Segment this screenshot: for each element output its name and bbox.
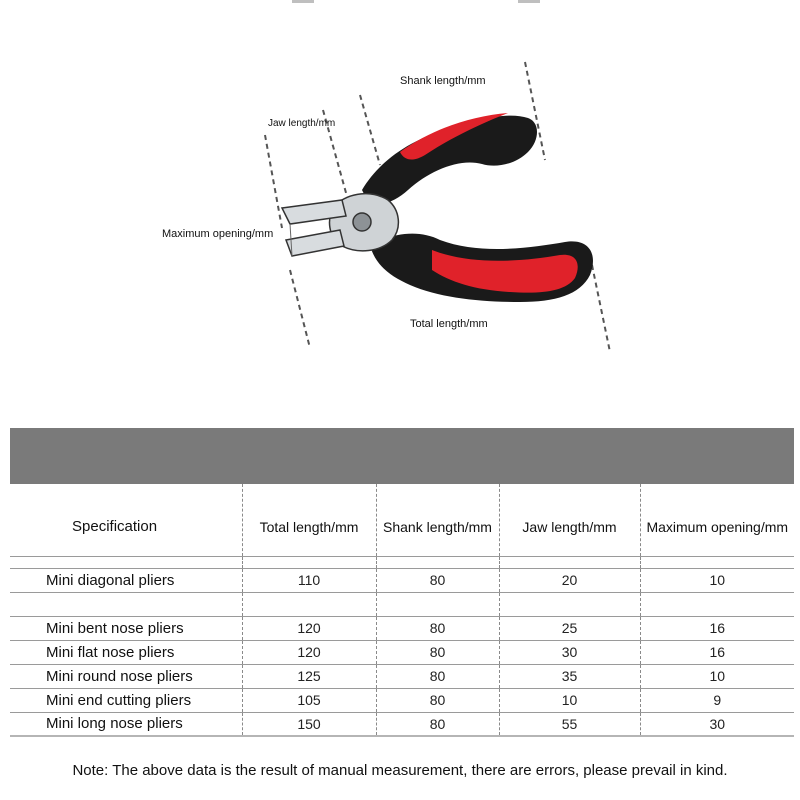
jaw-guide-left [265, 135, 282, 228]
max-opening-label: Maximum opening/mm [162, 228, 274, 240]
row-jaw: 35 [499, 664, 640, 688]
table-row [10, 640, 794, 664]
row-jaw: 55 [499, 712, 640, 736]
row-shank: 80 [376, 616, 499, 640]
row-name: Mini bent nose pliers [10, 616, 242, 640]
top-edge-marks [0, 0, 800, 8]
shank-guide-left [360, 95, 380, 165]
spec-table [10, 484, 794, 737]
pliers-diagram [0, 40, 800, 370]
upper-handle [362, 113, 537, 204]
col-header-specification: Specification [72, 518, 158, 536]
row-total: 110 [242, 568, 376, 592]
row-opening: 10 [640, 568, 794, 592]
row-opening: 30 [640, 712, 794, 736]
col-header-max-opening: Maximum opening/mm [640, 484, 794, 556]
row-opening: 16 [640, 640, 794, 664]
spec-table-wrapper [10, 428, 794, 737]
row-name: Mini diagonal pliers [10, 568, 242, 592]
table-header-row [10, 484, 794, 556]
row-jaw: 20 [499, 568, 640, 592]
pliers-illustration [0, 40, 800, 370]
row-total: 120 [242, 640, 376, 664]
col-header-jaw-length: Jaw length/mm [499, 484, 640, 556]
row-shank: 80 [376, 712, 499, 736]
pliers-head [282, 194, 398, 256]
top-mark-left [292, 0, 314, 3]
top-mark-right [518, 0, 540, 3]
row-opening: 10 [640, 664, 794, 688]
shank-length-label: Shank length/mm [400, 75, 486, 87]
row-jaw: 10 [499, 688, 640, 712]
row-name: Mini long nose pliers [10, 712, 242, 736]
row-jaw: 30 [499, 640, 640, 664]
table-row [10, 664, 794, 688]
row-jaw: 25 [499, 616, 640, 640]
table-header-bar [10, 428, 794, 484]
total-guide-left [290, 270, 310, 348]
total-guide-right [592, 265, 610, 352]
row-total: 120 [242, 616, 376, 640]
row-name: Mini flat nose pliers [10, 640, 242, 664]
table-row [10, 688, 794, 712]
row-opening: 16 [640, 616, 794, 640]
row-shank: 80 [376, 688, 499, 712]
row-total: 150 [242, 712, 376, 736]
row-total: 125 [242, 664, 376, 688]
row-name: Mini end cutting pliers [10, 688, 242, 712]
total-length-label: Total length/mm [410, 318, 488, 330]
table-gap-row [10, 592, 794, 616]
row-shank: 80 [376, 568, 499, 592]
table-spacer-row [10, 556, 794, 568]
table-row [10, 616, 794, 640]
measurement-note: Note: The above data is the result of manual measurement, there are errors, please prevail in kind. [72, 762, 728, 779]
table-row [10, 712, 794, 736]
row-opening: 9 [640, 688, 794, 712]
row-total: 105 [242, 688, 376, 712]
col-header-shank-length: Shank length/mm [376, 484, 499, 556]
lower-handle [370, 234, 593, 302]
row-shank: 80 [376, 640, 499, 664]
jaw-length-label: Jaw length/mm [268, 118, 336, 129]
col-header-total-length: Total length/mm [242, 484, 376, 556]
row-shank: 80 [376, 664, 499, 688]
row-name: Mini round nose pliers [10, 664, 242, 688]
table-row [10, 568, 794, 592]
